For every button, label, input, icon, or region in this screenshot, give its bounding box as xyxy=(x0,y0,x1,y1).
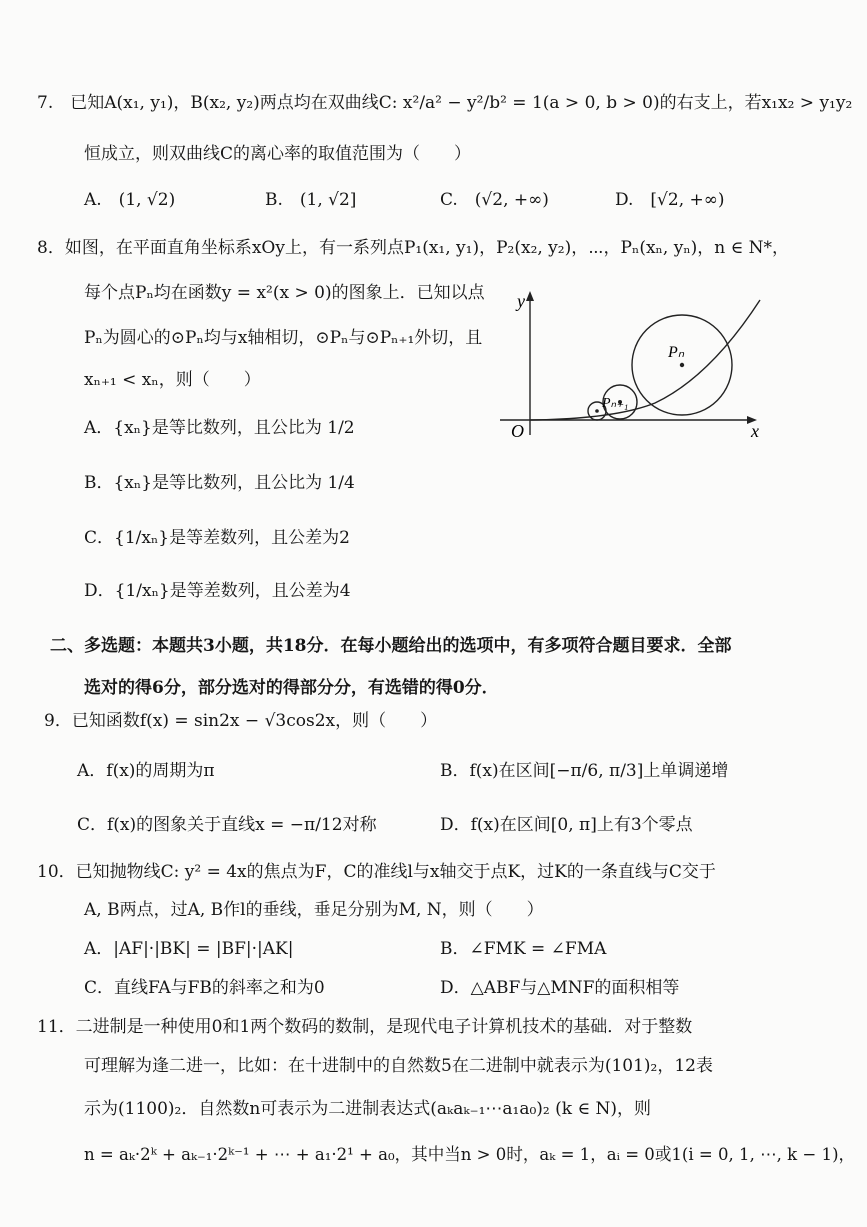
parabola-curve xyxy=(530,300,760,420)
q11-stem-line2: 可理解为逢二进一，比如：在十进制中的自然数5在二进制中就表示为(101)₂，12表 xyxy=(84,1056,713,1076)
q8-option-a: A．{xₙ}是等比数列，且公比为 1/2 xyxy=(84,418,355,438)
q10-option-b: B．∠FMK = ∠FMA xyxy=(440,939,607,959)
q8-option-d: D．{1/xₙ}是等差数列，且公差为4 xyxy=(84,581,351,601)
pn1-label: Pₙ₊₁ xyxy=(602,396,629,411)
section2-header-line1: 二、多选题：本题共3小题，共18分．在每小题给出的选项中，有多项符合题目要求．全部 xyxy=(50,636,732,656)
q8-stem-line1: 8．如图，在平面直角坐标系xOy上，有一系列点P₁(x₁, y₁)，P₂(x₂, y₂)，⋯，Pₙ(xₙ, yₙ)，n ∈ N*， xyxy=(37,238,790,258)
q8-option-c: C．{1/xₙ}是等差数列，且公差为2 xyxy=(84,528,350,548)
x-axis-label: x xyxy=(751,421,759,441)
q10-stem-line1: 10．已知抛物线C: y² = 4x的焦点为F，C的准线l与x轴交于点K，过K的一条直线与C交于 xyxy=(37,862,716,882)
q11-stem-line4: n = aₖ·2ᵏ + aₖ₋₁·2ᵏ⁻¹ + ⋯ + a₁·2¹ + a₀，其中当n > 0时，aₖ = 1，aᵢ = 0或1(i = 0, 1, ⋯, k − 1)， xyxy=(84,1145,856,1165)
q11-stem-line3: 示为(1100)₂．自然数n可表示为二进制表达式(aₖaₖ₋₁⋯a₁a₀)₂ (k ∈ N)，则 xyxy=(84,1099,651,1119)
q8-stem-line3: Pₙ为圆心的⊙Pₙ均与x轴相切，⊙Pₙ与⊙Pₙ₊₁外切，且 xyxy=(84,328,483,348)
q11-stem-line1: 11．二进制是一种使用0和1两个数码的数制，是现代电子计算机技术的基础．对于整数 xyxy=(37,1017,693,1037)
point-small xyxy=(595,409,599,413)
q9-option-a: A．f(x)的周期为π xyxy=(77,761,215,781)
origin-label: O xyxy=(511,421,524,441)
point-pn xyxy=(680,363,684,367)
q10-option-d: D．△ABF与△MNF的面积相等 xyxy=(440,978,680,998)
q10-stem-line2: A, B两点，过A, B作l的垂线，垂足分别为M, N，则（ ） xyxy=(84,900,544,920)
q9-option-c: C．f(x)的图象关于直线x = −π/12对称 xyxy=(77,815,377,835)
q7-option-a: A. (1, √2) xyxy=(84,190,176,210)
q10-option-a: A．|AF|·|BK| = |BF|·|AK| xyxy=(84,939,294,959)
q9-option-d: D．f(x)在区间[0, π]上有3个零点 xyxy=(440,815,693,835)
q10-option-c: C．直线FA与FB的斜率之和为0 xyxy=(84,978,325,998)
q8-stem-line2: 每个点Pₙ均在函数y = x²(x > 0)的图象上．已知以点 xyxy=(84,283,485,303)
q7-option-d: D. [√2, +∞) xyxy=(615,190,725,210)
circles-on-parabola-figure xyxy=(495,285,775,445)
q8-stem-line4: xₙ₊₁ < xₙ，则（ ） xyxy=(84,370,261,390)
pn-label: Pₙ xyxy=(668,344,685,361)
q9-option-b: B．f(x)在区间[−π/6, π/3]上单调递增 xyxy=(440,761,729,781)
q7-stem-line2: 恒成立，则双曲线C的离心率的取值范围为（ ） xyxy=(84,144,472,164)
y-axis-arrow-icon xyxy=(526,291,534,301)
y-axis-label: y xyxy=(517,291,525,311)
q9-stem: 9．已知函数f(x) = sin2x − √3cos2x，则（ ） xyxy=(44,711,438,731)
q8-option-b: B．{xₙ}是等比数列，且公比为 1/4 xyxy=(84,473,355,493)
section2-header-line2: 选对的得6分，部分选对的得部分分，有选错的得0分． xyxy=(84,678,499,698)
q7-option-c: C. (√2, +∞) xyxy=(440,190,549,210)
q7-stem-line1: 7. 已知A(x₁, y₁)，B(x₂, y₂)两点均在双曲线C: x²/a² − y²/b² = 1(a > 0, b > 0)的右支上，若x₁x₂ > y₁y₂ xyxy=(37,93,853,113)
q7-option-b: B. (1, √2] xyxy=(265,190,357,210)
